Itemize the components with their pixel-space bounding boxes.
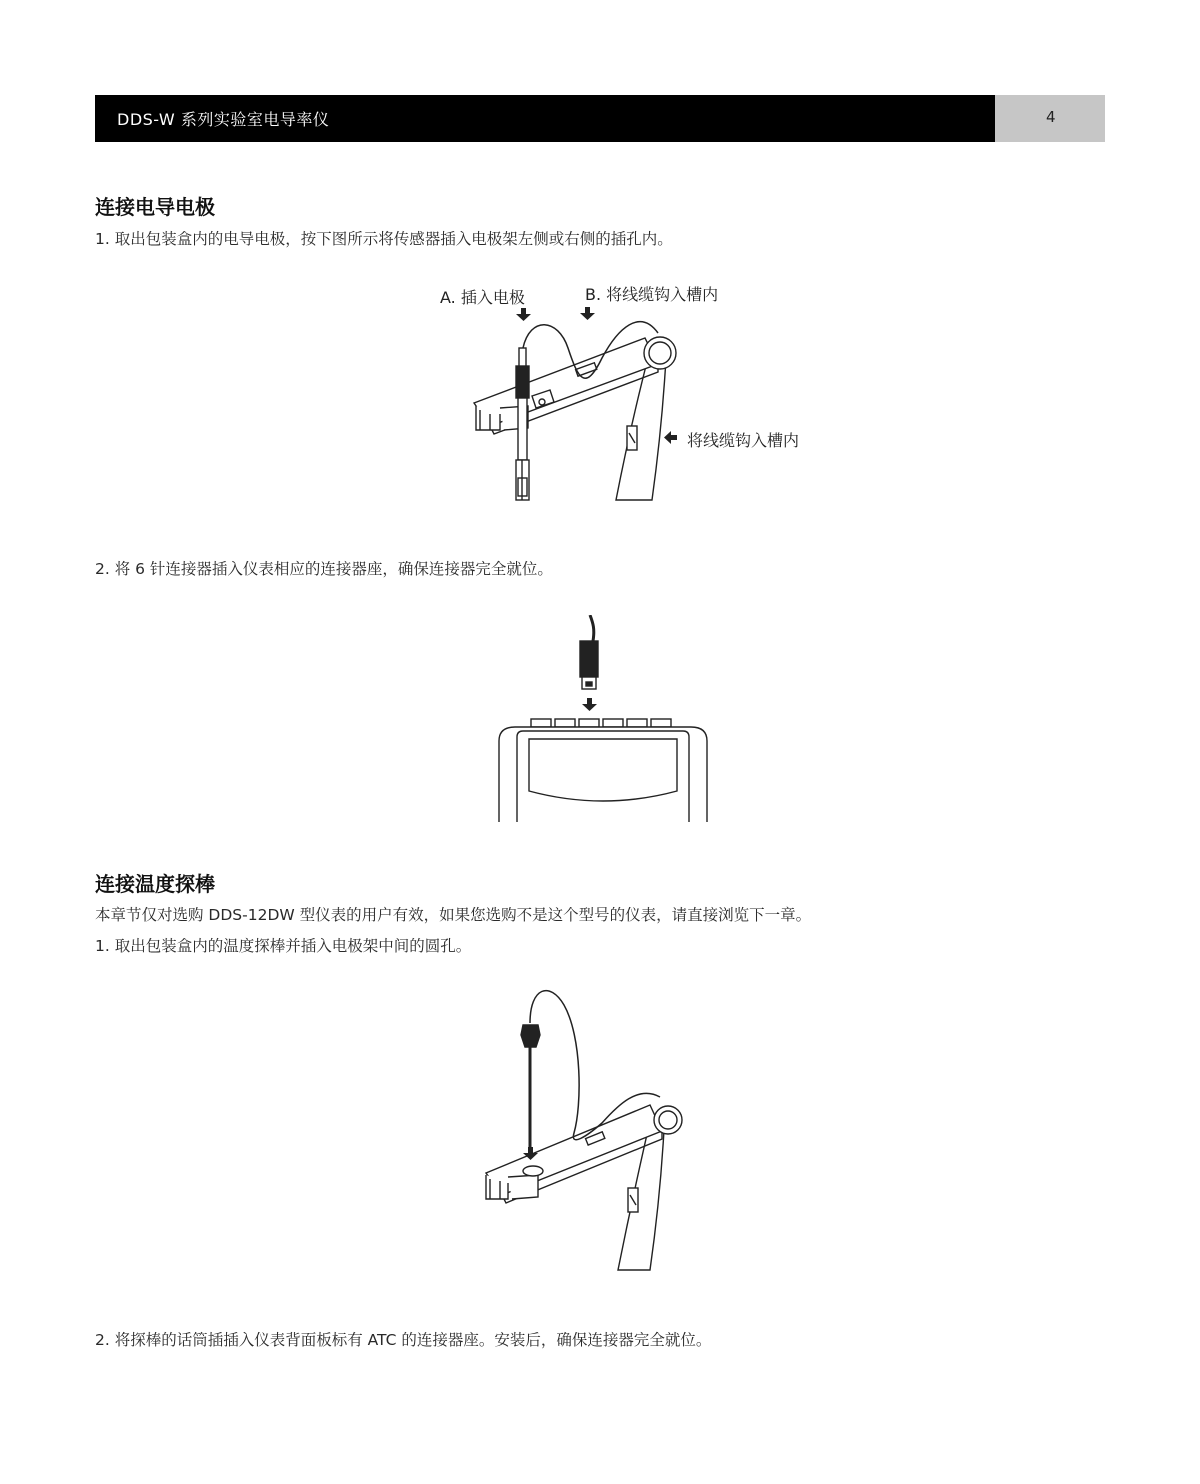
figure-electrode-holder (430, 278, 830, 518)
label-hook-cable-side: 将线缆钩入槽内 (687, 431, 800, 450)
page-header-bar (95, 95, 995, 142)
page-number-box (995, 95, 1105, 142)
temperature-intro-text: 本章节仅对选购 DDS-12DW 型仪表的用户有效，如果您选购不是这个型号的仪表，请直接浏览下一章。 (95, 906, 812, 924)
connector-meter-drawing (495, 615, 710, 825)
page-number: 4 (1046, 108, 1056, 126)
temperature-probe-drawing (478, 985, 698, 1275)
temperature-step-2-text: 2. 将探棒的话筒插插入仪表背面板标有 ATC 的连接器座。安装后，确保连接器完全就位。 (95, 1331, 712, 1349)
step-1-text: 1. 取出包装盒内的电导电极，按下图所示将传感器插入电极架左侧或右侧的插孔内。 (95, 230, 673, 248)
figure-connector-meter (495, 615, 710, 825)
label-insert-electrode: A. 插入电极 (440, 288, 525, 307)
step-2-text: 2. 将 6 针连接器插入仪表相应的连接器座，确保连接器完全就位。 (95, 560, 553, 578)
section-heading-electrode: 连接电导电极 (95, 195, 215, 219)
figure-temperature-probe (478, 985, 698, 1275)
label-hook-cable-top: B. 将线缆钩入槽内 (585, 285, 719, 304)
document-title: DDS-W 系列实验室电导率仪 (117, 110, 330, 129)
electrode-holder-drawing (430, 278, 830, 518)
section-heading-temperature-probe: 连接温度探棒 (95, 872, 215, 896)
temperature-step-1-text: 1. 取出包装盒内的温度探棒并插入电极架中间的圆孔。 (95, 937, 472, 955)
